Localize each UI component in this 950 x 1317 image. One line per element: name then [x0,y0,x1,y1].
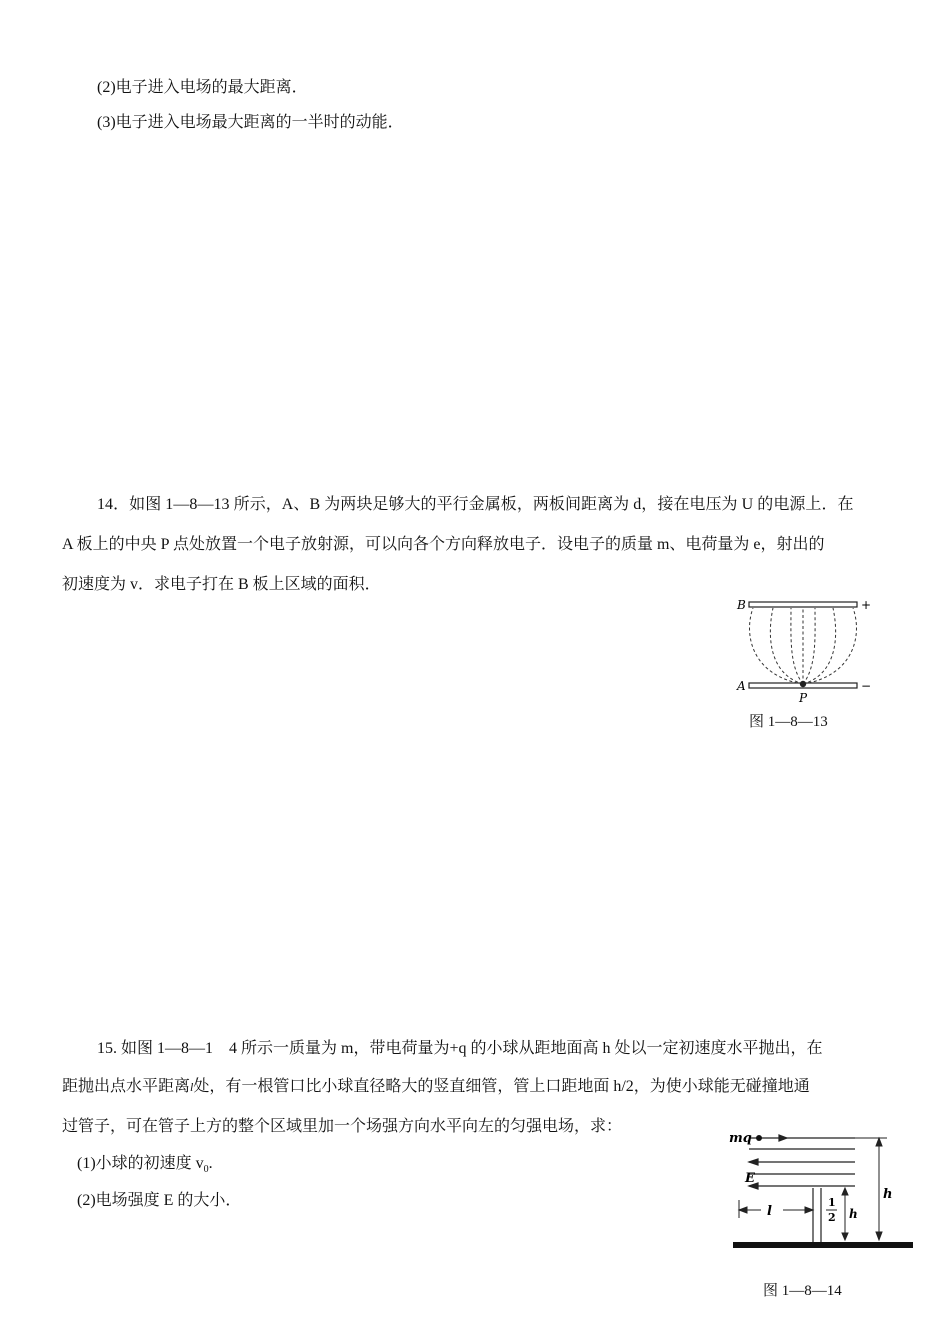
problem-15-line-2a: 距抛出点水平距离 [62,1078,191,1095]
question-1-period: . [208,1155,213,1172]
problem-14-line-1: 14．如图 1—8—13 所示，A、B 为两块足够大的平行金属板，两板间距离为 d，接在电压为 U 的电源上．在 [97,496,854,513]
label-plus: + [861,598,872,612]
ground [733,1242,913,1248]
source-p-dot [800,681,806,687]
problem-15-line-3: 过管子，可在管子上方的整个区域里加一个场强方向水平向左的匀强电场，求： [62,1118,623,1135]
label-half-h: h [849,1207,858,1221]
label-minus: − [861,679,872,693]
question-3-text: (3)电子进入电场最大距离的一半时的动能． [97,114,404,131]
figure-1-8-14-caption: 图 1—8—14 [763,1283,842,1299]
problem-14-line-3: 初速度为 v．求电子打在 B 板上区域的面积． [62,576,381,593]
figure-1-8-13-caption: 图 1—8—13 [749,714,828,730]
label-e: E [745,1171,755,1186]
problem-15-line-1: 15. 如图 1—8—1 4 所示一质量为 m，带电荷量为+q 的小球从距地面高 h 处以一定初速度水平抛出，在 [97,1040,823,1057]
problem-14-line-2: A 板上的中央 P 点处放置一个电子放射源，可以向各个方向释放电子．设电子的质量 m、电荷量为 e，射出的 [62,536,825,553]
question-2-text: (2)电子进入电场的最大距离． [97,79,308,96]
vertical-tube [813,1188,821,1242]
figure-1-8-14 [727,1124,917,1254]
label-h: h [883,1187,893,1202]
problem-15-question-2: (2)电场强度 E 的大小． [77,1192,242,1209]
label-p: P [799,691,808,705]
label-mq: mq [729,1131,752,1146]
question-1-text: (1)小球的初速度 v [77,1155,204,1172]
problem-15-line-2 [62,1077,810,1097]
symbol-l: l [190,1080,194,1094]
problem-15-question-1 [77,1154,213,1180]
distance-l-dimension [739,1200,813,1218]
label-b: B [737,598,746,612]
mq-arrow [779,1135,787,1141]
ball [756,1135,762,1141]
problem-15-line-2b: 处，有一根管口比小球直径略大的竖直细管，管上口距地面 h/2，为使小球能无碰撞地通 [193,1078,810,1095]
label-l: l [767,1204,772,1219]
label-half-denominator: 2 [828,1211,836,1224]
figure-1-8-13 [733,596,883,706]
half-height-dimension [842,1188,848,1240]
field-lines [749,1135,855,1189]
plate-b [749,602,857,607]
label-half-numerator: 1 [828,1196,836,1209]
label-a: A [737,679,746,693]
electron-trajectories [750,608,857,684]
subscript-0: 0 [203,1164,209,1176]
